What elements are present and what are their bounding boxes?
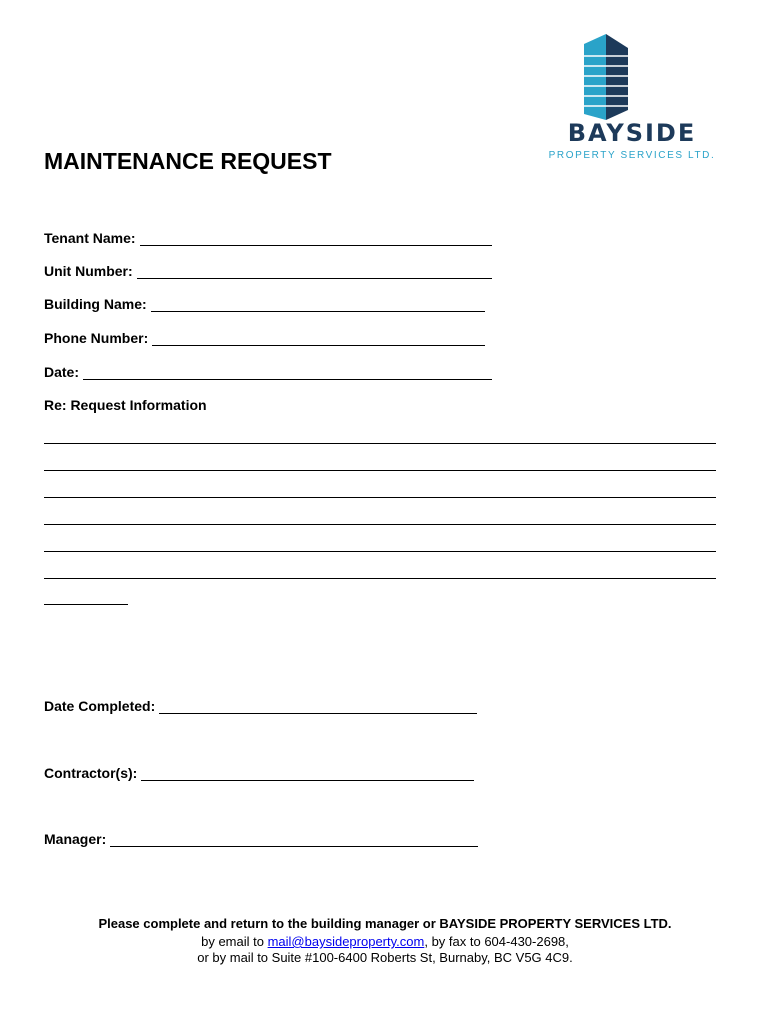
- manager-field: [44, 830, 478, 848]
- phone-number-input-line[interactable]: [152, 331, 485, 346]
- date-completed-label: Date Completed:: [44, 698, 156, 714]
- manager-input-line[interactable]: [110, 832, 478, 847]
- email-link[interactable]: mail@baysideproperty.com: [267, 934, 425, 949]
- request-info-line[interactable]: [44, 551, 716, 552]
- manager-label: Manager:: [44, 831, 107, 847]
- bayside-logo-icon: [580, 34, 632, 120]
- footer-email-prefix: by email to: [201, 934, 268, 949]
- contractors-field: [44, 764, 474, 782]
- contractors-input-line[interactable]: [141, 766, 474, 781]
- request-info-line[interactable]: [44, 524, 716, 525]
- date-field: [44, 363, 492, 381]
- request-info-line[interactable]: [44, 443, 716, 444]
- footer-contact-line: [0, 934, 770, 950]
- date-completed-field: [44, 697, 477, 715]
- tenant-name-input-line[interactable]: [140, 231, 492, 246]
- building-name-label: Building Name:: [44, 296, 147, 312]
- building-name-input-line[interactable]: [151, 297, 485, 312]
- date-completed-input-line[interactable]: [159, 699, 477, 714]
- unit-number-label: Unit Number:: [44, 263, 133, 279]
- unit-number-field: [44, 262, 492, 280]
- contractors-label: Contractor(s):: [44, 765, 138, 781]
- request-info-line[interactable]: [44, 578, 716, 579]
- footer-mail-address: or by mail to Suite #100-6400 Roberts St, Burnaby, BC V5G 4C9.: [197, 950, 573, 965]
- phone-number-label: Phone Number:: [44, 330, 149, 346]
- tenant-name-label: Tenant Name:: [44, 230, 136, 246]
- page-title: MAINTENANCE REQUEST: [44, 148, 332, 174]
- brand-tagline: PROPERTY SERVICES LTD.: [548, 150, 716, 161]
- phone-number-field: [44, 329, 485, 347]
- brand-name: BAYSIDE: [567, 119, 697, 147]
- unit-number-input-line[interactable]: [137, 264, 492, 279]
- request-info-label: Re: Request Information: [44, 397, 207, 413]
- date-input-line[interactable]: [83, 365, 492, 380]
- tenant-name-field: [44, 229, 492, 247]
- building-name-field: [44, 295, 485, 313]
- date-label: Date:: [44, 364, 80, 380]
- request-info-line[interactable]: [44, 497, 716, 498]
- footer-instructions: Please complete and return to the building manager or BAYSIDE PROPERTY SERVICES LTD.: [98, 916, 672, 931]
- request-info-line[interactable]: [44, 470, 716, 471]
- request-info-line[interactable]: [44, 604, 128, 605]
- footer-fax: , by fax to 604-430-2698,: [424, 934, 569, 949]
